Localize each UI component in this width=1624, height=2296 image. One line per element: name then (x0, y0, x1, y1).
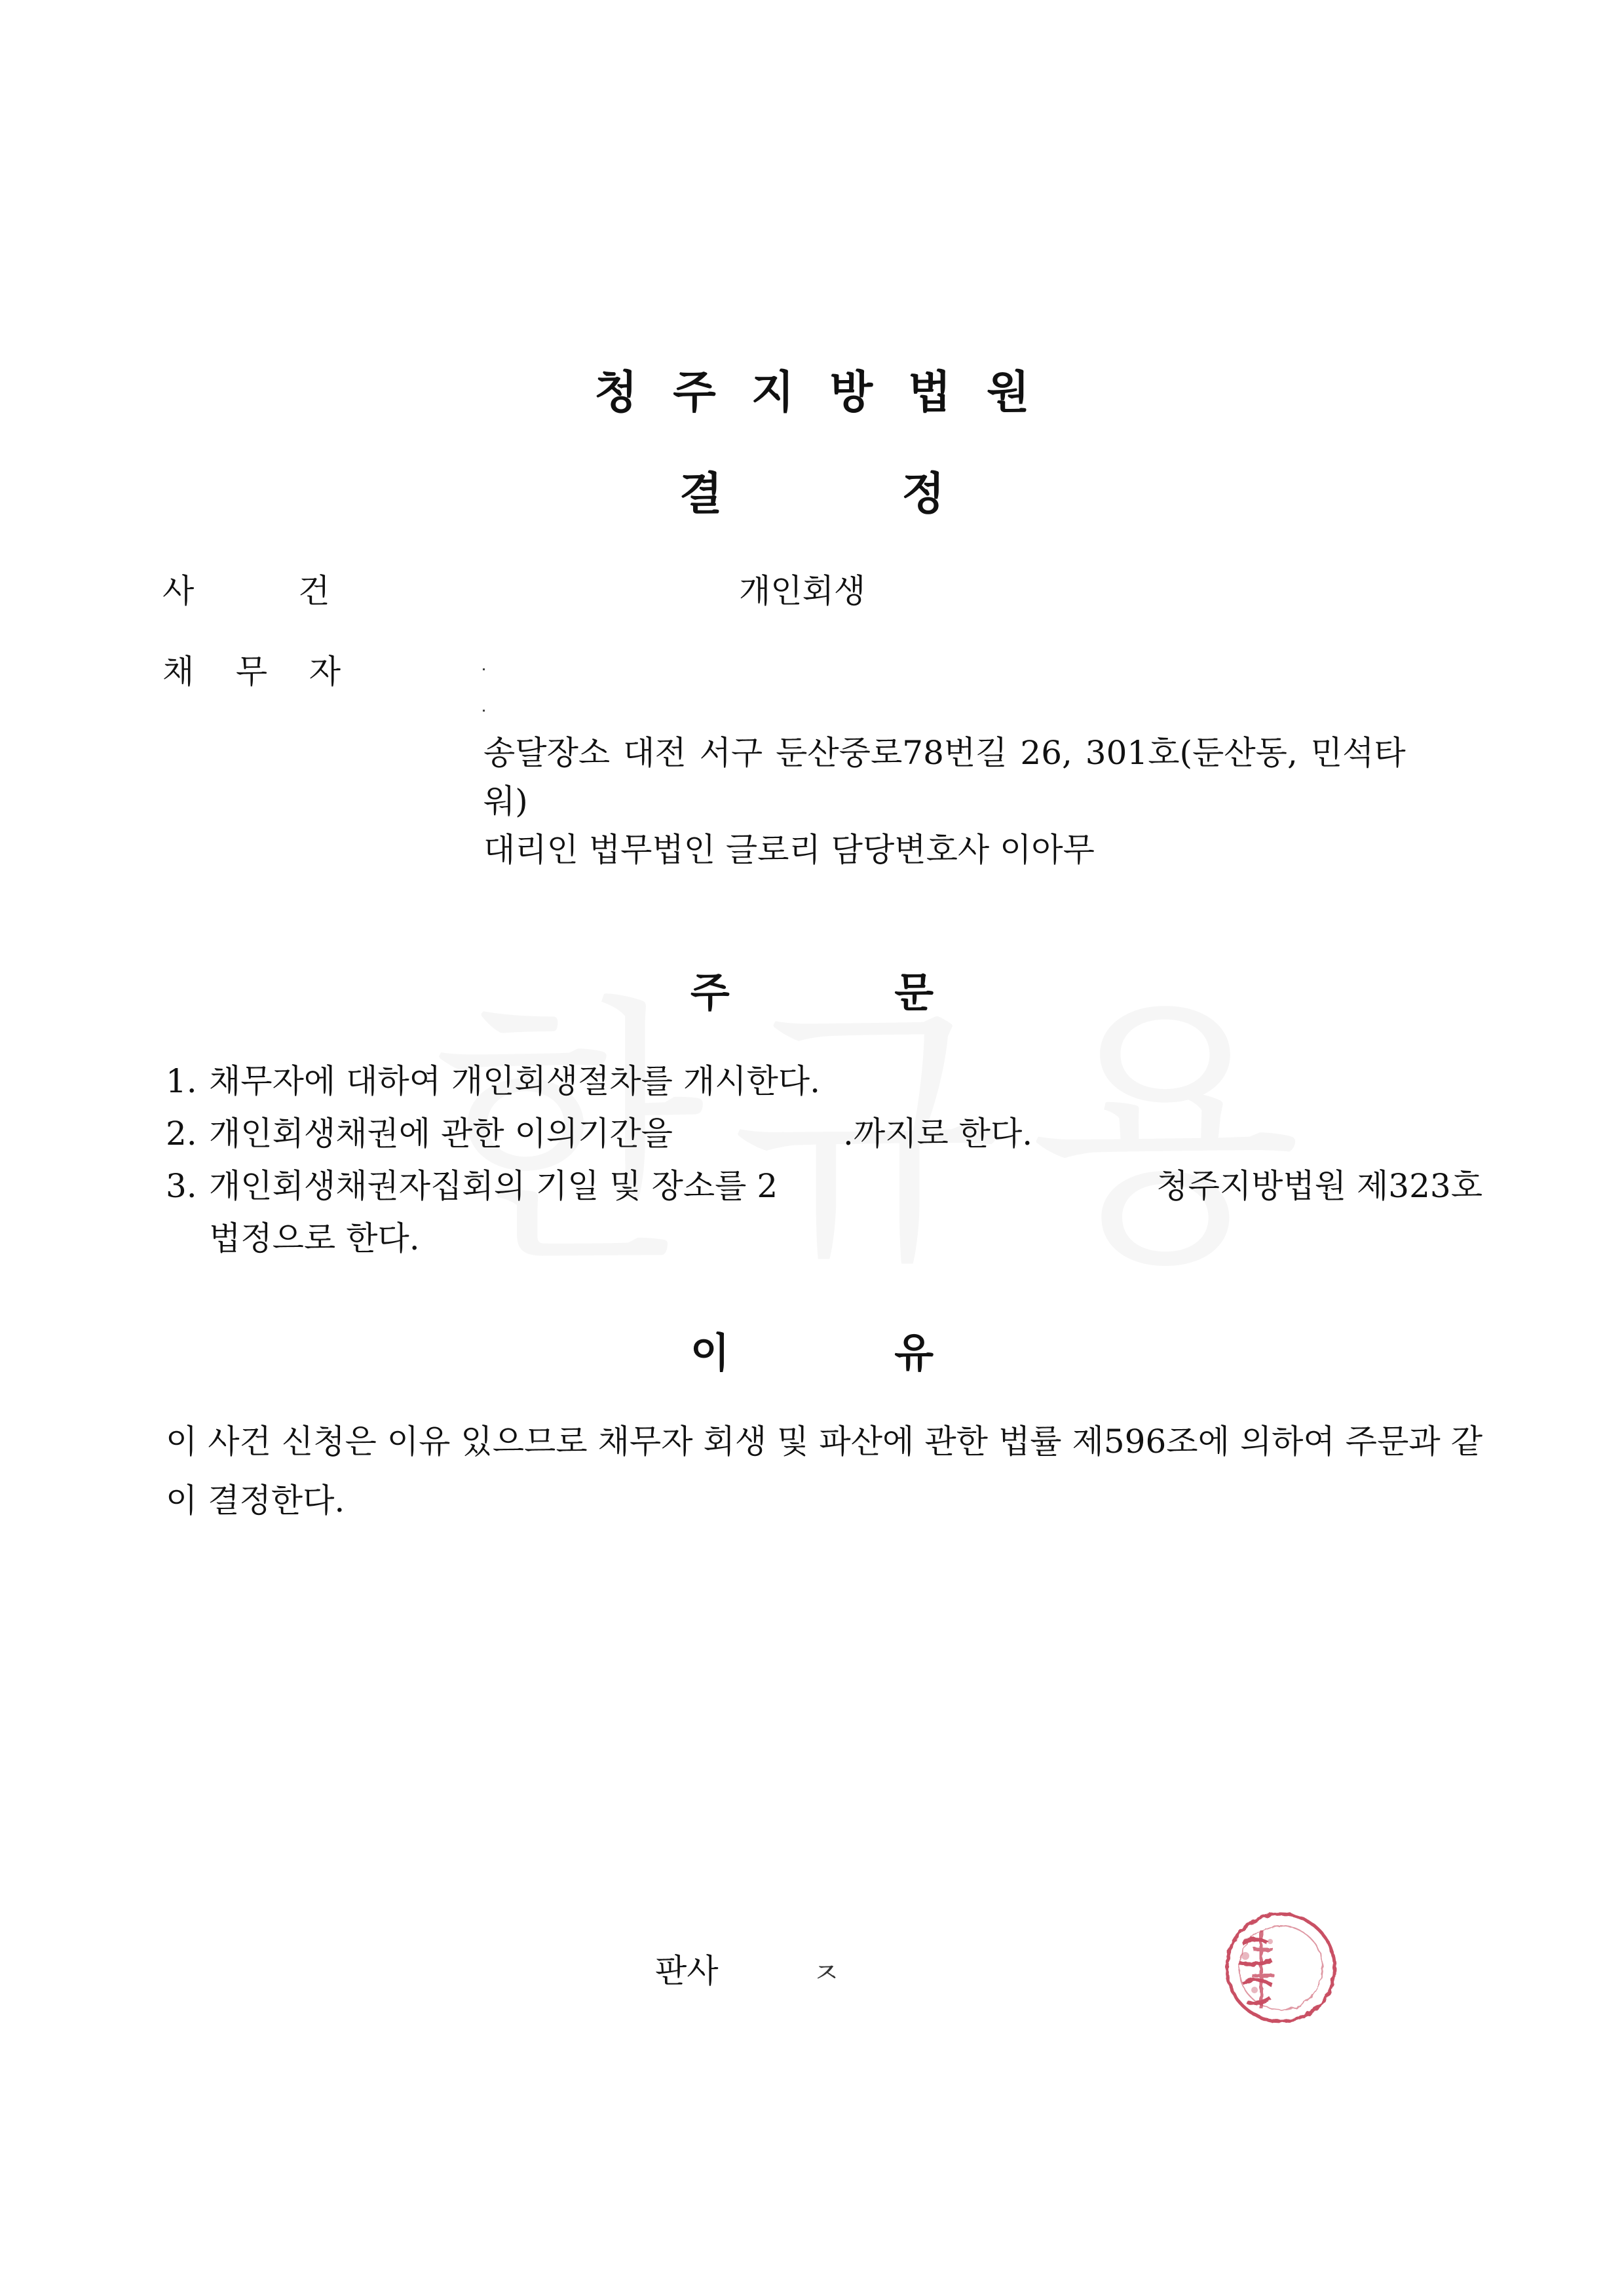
order-item (166, 1055, 1482, 1107)
debtor-details (483, 729, 1479, 874)
judge-name-partial: ㅈ (812, 1957, 840, 1990)
redaction-mark (483, 710, 485, 712)
item-text: 개인회생채권에 관한 이의기간을 (209, 1115, 673, 1153)
judge-label: 판사 (655, 1952, 719, 1990)
item-line (209, 1160, 1482, 1212)
order-list (166, 1055, 1482, 1265)
order-item (166, 1160, 1482, 1265)
debtor-label: 채 무 자 (162, 653, 341, 691)
item-number: 3. (166, 1167, 197, 1205)
service-address: 송달장소 대전 서구 둔산중로78번길 26, 301호(둔산동, 민석타 (483, 734, 1406, 772)
item-text-continued: 법정으로 한다. (209, 1219, 420, 1257)
clipped-text: 2 (757, 1167, 778, 1205)
representative: 대리인 법무법인 글로리 담당변호사 이아무 (483, 831, 1095, 869)
item-number: 2. (166, 1115, 197, 1153)
item-text-end: .까지로 한다. (843, 1115, 1033, 1153)
order-item (166, 1107, 1482, 1160)
reason-text: 이 사건 신청은 이유 있으므로 채무자 회생 및 파산에 관한 법률 제596조에 의하여 주문과 같이 결정한다. (166, 1423, 1482, 1520)
order-heading: 주 문 (690, 968, 934, 1016)
item-text: 채무자에 대하여 개인회생절차를 개시한다. (209, 1062, 820, 1100)
item-text: 개인회생채권자집회의 기일 및 장소를 (209, 1167, 757, 1205)
item-number: 1. (166, 1062, 197, 1100)
redaction-mark (483, 668, 485, 670)
service-address-continued: 워) (483, 782, 528, 820)
document-type: 결 정 (679, 469, 945, 520)
reason-heading: 이 유 (690, 1329, 934, 1377)
case-value: 개인회생 (739, 572, 866, 610)
case-label: 사 건 (162, 572, 330, 610)
court-seal (1215, 1904, 1307, 2035)
item-text-end: 청주지방법원 제323호 (1156, 1167, 1482, 1205)
seal-stamp-icon (1215, 1904, 1307, 2035)
court-name: 청주지방법원 (594, 367, 1065, 419)
